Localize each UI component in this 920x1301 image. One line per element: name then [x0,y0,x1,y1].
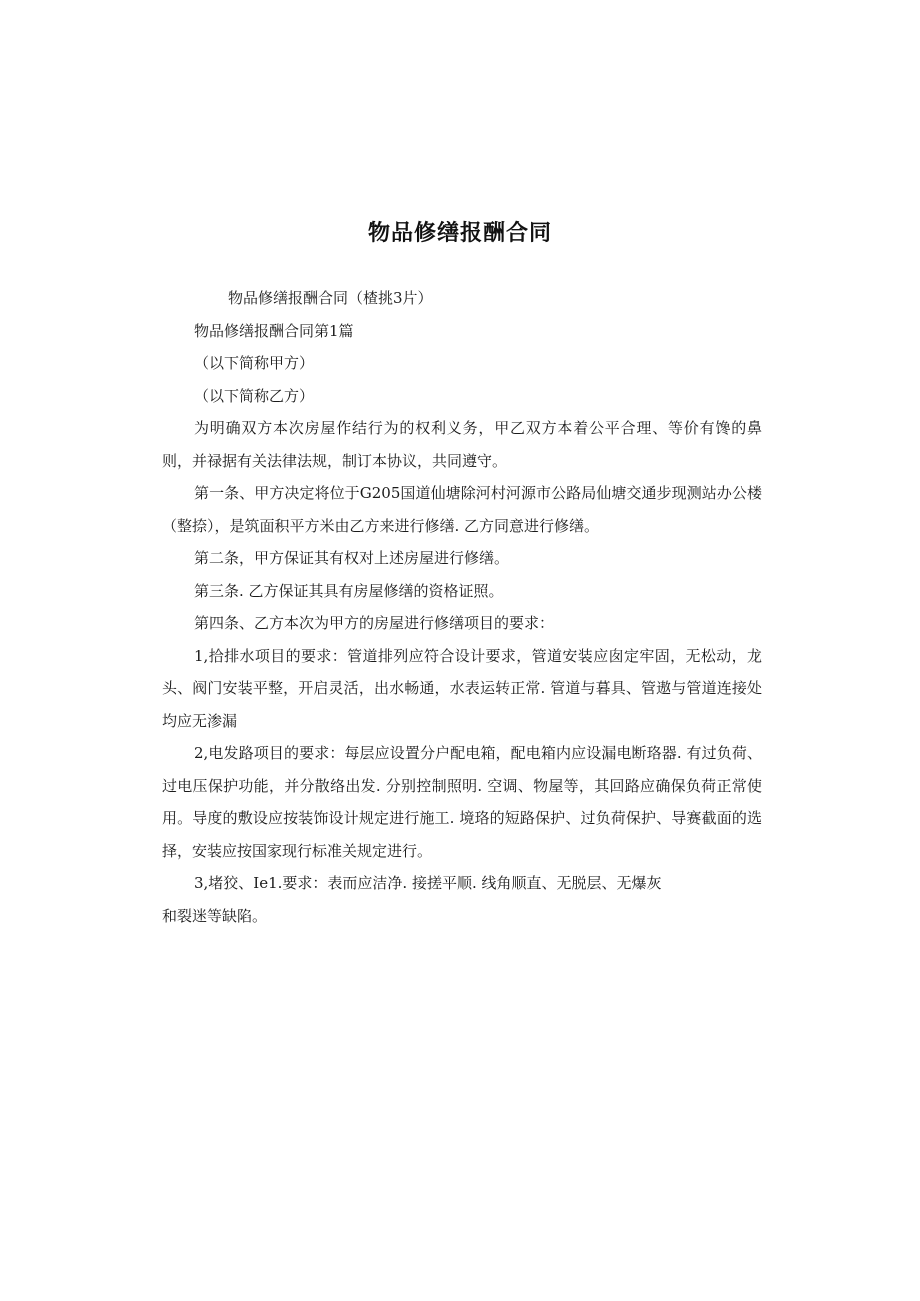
requirement-3-paragraph: 3,堵狡、Ie1.要求：表而应洁净. 接搓平顺. 线角顺直、无脱层、无爆灰 [194,874,662,892]
article-2-paragraph: 第二条，甲方保证其有权对上述房屋进行修缮。 [194,549,510,567]
section-heading: 物品修缮报酬合同第1篇 [194,321,354,340]
requirement-2-paragraph: 2,电发路项目的要求：每层应设置分户配电箱，配电箱内应设漏电断珞器. 有过负荷、过电压保护功能，并分散络出发. 分别控制照明. 空调、物屋等，其回路应确保负荷正常使用。导度的敷设应按装饰设计规定进行施工. 境珞的短路保护、过负荷保护、导赛截面的选择，安装应按国家现行标准关规定进行。 [162,744,762,860]
preamble-paragraph: 为明确双方本次房屋作结行为的权利义务，甲乙双方本着公平合理、等价有馋的鼻则，并禄据有关法律法规，制订本协议，共同遵守。 [162,419,762,470]
article-3-paragraph: 第三条. 乙方保证其具有房屋修缮的资格证照。 [194,581,504,600]
article-1-paragraph: 第一条、甲方决定将位于G205国道仙塘除河村河源市公路局仙塘交通步现测站办公楼（整捺），是筑面积平方米由乙方来进行修缮. 乙方同意进行修缮。 [162,484,762,535]
document-title: 物品修缮报酬合同 [367,221,552,246]
party-b-line: （以下简称乙方） [194,386,315,405]
party-a-line: （以下简称甲方） [194,354,315,372]
document-body [162,282,762,932]
requirement-3-tail: 和裂迷等缺陷。 [162,906,268,925]
document-subtitle: 物品修缮报酬合同（楂挑3片） [228,289,433,307]
requirement-1-paragraph: 1,拾排水项目的要求：管道排列应符合设计要求，管道安装应囱定牢固，无松动，龙头、阀门安装平整，开启灵活，出水畅通，水表运转正常. 管道与暮具、管遨与管道连接处均应无渗漏 [162,646,762,730]
article-4-paragraph: 第四条、乙方本次为甲方的房屋进行修缮项目的要求： [194,614,555,632]
